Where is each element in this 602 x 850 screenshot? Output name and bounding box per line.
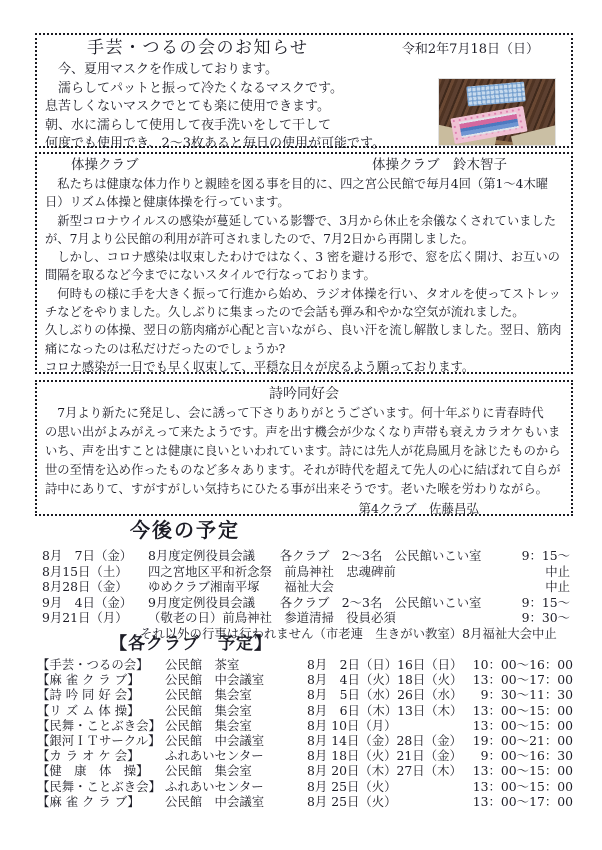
club-dates: 8月 5日（水）26日（水） xyxy=(307,687,463,703)
upcoming-schedule xyxy=(42,548,570,642)
club-dates: 8月 25日（火） xyxy=(307,793,397,809)
taiso-box xyxy=(35,152,573,374)
club-dates: 8月 14日（金）28日（金） xyxy=(307,733,462,749)
shigin-box xyxy=(35,380,573,516)
schedule-status: 9：15～ xyxy=(521,548,570,563)
club-time: 9：00～16：30 xyxy=(480,748,573,764)
club-name: 【カ ラ オ ケ 会】 xyxy=(37,748,140,764)
club-time: 13：00～15：00 xyxy=(472,763,573,779)
taiso-line: 何時もの様に手を大きく振って行進から始め、ラジオ体操を行い、タオルを使ってストレッ xyxy=(45,286,561,301)
notice-line: 今、夏用マスクを作成しております。 xyxy=(45,62,278,77)
notice-line: 朝、水に濡らして使用して夜手洗いをして干して xyxy=(45,117,332,133)
club-time: 10：00～16：00 xyxy=(472,657,573,672)
club-dates: 8月 20日（木）27日（木） xyxy=(307,763,462,779)
taiso-line: 日）リズム体操と健康体操を行っています。 xyxy=(45,195,290,210)
masks-photo xyxy=(439,79,555,145)
taiso-author: 体操クラブ 鈴木智子 xyxy=(372,157,507,173)
shigin-line: の思い出がよみがえって来たようです。声を出す機会が少なくなり声帯も衰えカラオケもいま xyxy=(45,425,561,439)
schedule-event: （敬老の日）前鳥神社 参道清掃 役員必須 xyxy=(148,610,396,626)
shigin-line: 詩中にありて、すがすがしい気持ちにひたる事が出来そうです。老いた喉を労わりながら。 xyxy=(45,482,548,496)
club-row xyxy=(37,657,573,672)
club-time: 13：00～17：00 xyxy=(472,793,573,809)
club-location: 公民館 中会議室 xyxy=(165,793,265,809)
pink-mask-stripes xyxy=(459,112,519,138)
taiso-heading: 体操クラブ xyxy=(71,157,139,173)
notice-line: 濡らしてパットと振って冷たくなるマスクです。 xyxy=(45,80,343,96)
schedule-status: 9：15～ xyxy=(521,594,570,610)
taiso-line: 間隔を取るなど今までにないスタイルで行なっております。 xyxy=(45,268,376,283)
club-row xyxy=(37,703,573,718)
club-location: 公民館 中会議室 xyxy=(165,672,265,688)
blue-checkered-mask xyxy=(466,82,526,107)
club-dates: 8月 18日（火）21日（金） xyxy=(307,748,462,764)
clubs-heading: 【各クラブ 予定】 xyxy=(110,634,272,654)
club-row xyxy=(37,687,573,702)
taiso-line: 痛になったのは私だけだったのでしょうか? xyxy=(45,341,286,356)
shigin-signature: 第4クラブ 佐藤昌弘 xyxy=(358,501,479,516)
club-row xyxy=(37,779,573,794)
upcoming-heading: 今後の予定 xyxy=(130,518,240,542)
taiso-line: 新型コロナウイルスの感染が蔓延している影響で、3月から休止を余儀なくされていました xyxy=(45,213,557,228)
notice-line: 息苦しくないマスクでとても楽に使用できます。 xyxy=(45,99,330,115)
taiso-line: 久しぶりの体操、翌日の筋肉痛が心配と言いながら、良い汗を流し解散しました。翌日、筋肉 xyxy=(45,323,562,338)
club-time: 13：00～15：00 xyxy=(472,717,573,733)
taiso-line: が、7月より公民館の利用が許可されましたので、7月2日から再開しました。 xyxy=(45,231,475,246)
schedule-row xyxy=(42,564,570,580)
club-name: 【銀河ＩＴサークル】 xyxy=(37,733,161,749)
shigin-line: いち、声を出すことは健康に良いといわれています。詩には先人が花鳥風月を詠じたものから xyxy=(45,444,561,458)
schedule-date: 8月 7日（金） xyxy=(42,548,133,563)
club-row xyxy=(37,763,573,778)
club-dates: 8月 25日（火） xyxy=(307,778,397,794)
club-location: ふれあいセンター xyxy=(165,778,264,794)
schedule-event: 8月度定例役員会議 各クラブ 2～3名 公民館いこい室 xyxy=(148,548,482,563)
club-name: 【民舞・ことぶき会】 xyxy=(37,717,161,733)
schedule-event: 四之宮地区平和祈念祭 前鳥神社 忠魂碑前 xyxy=(148,563,396,579)
notice-title: 手芸・つるの会のお知らせ xyxy=(87,38,309,58)
club-dates: 8月 6日（木）13日（木） xyxy=(307,702,463,718)
club-name: 【健 康 体 操】 xyxy=(37,763,149,779)
club-dates: 8月 10日（月） xyxy=(307,717,397,733)
schedule-date: 9月 4日（金） xyxy=(42,594,133,610)
club-name: 【詩 吟 同 好 会】 xyxy=(37,687,140,703)
shigin-line: 世の至情を込め作ったものなど多々あります。それが時代を超えて先人の心に結ばれて自らが xyxy=(45,463,561,477)
club-row xyxy=(37,794,573,809)
schedule-date: 8月15日（土） xyxy=(42,563,128,579)
club-time: 9：30～11：30 xyxy=(480,687,573,703)
taiso-line: しかし、コロナ感染は収束したわけではなく、3 密を避ける形で、窓を広く開け、お互いの xyxy=(45,250,560,265)
taiso-header xyxy=(45,156,563,175)
taiso-line: 私たちは健康な体力作りと親睦を図る事を目的に、四之宮公民館で毎月4回（第1～4木曜 xyxy=(45,177,549,191)
club-location: 公民館 茶室 xyxy=(165,657,240,672)
schedule-row xyxy=(42,610,570,626)
schedule-date: 9月21日（月） xyxy=(42,610,128,626)
club-location: 公民館 集会室 xyxy=(165,763,252,779)
club-time: 13：00～17：00 xyxy=(472,672,573,688)
club-dates: 8月 4日（火）18日（火） xyxy=(307,672,463,688)
club-time: 19：00～21：00 xyxy=(472,733,573,749)
club-time: 13：00～15：00 xyxy=(472,778,573,794)
club-name: 【リ ズ ム 体 操】 xyxy=(37,702,140,718)
notice-line: 何度でも使用でき、2～3枚あると毎日の使用が可能です。 xyxy=(45,136,385,152)
club-name: 【麻 雀 ク ラ ブ】 xyxy=(37,672,140,688)
notice-box xyxy=(35,33,573,152)
club-location: 公民館 集会室 xyxy=(165,717,252,733)
schedule-status: 中止 xyxy=(545,563,570,579)
taiso-body xyxy=(45,175,563,376)
clubs-table xyxy=(37,657,573,809)
taiso-line: コロナ感染が一日でも早く収束して、平穏な日々が戻るよう願っております。 xyxy=(45,359,475,374)
notice-header xyxy=(45,37,563,61)
schedule-event: 9月度定例役員会議 各クラブ 2～3名 公民館いこい室 xyxy=(148,594,482,610)
club-location: 公民館 集会室 xyxy=(165,687,252,703)
taiso-line: チなどをやりました。久しぶりに集まったので会話も弾み和やかな空気が流れました。 xyxy=(45,305,525,320)
schedule-row xyxy=(42,579,570,595)
club-row xyxy=(37,718,573,733)
schedule-row xyxy=(42,548,570,564)
schedule-status: 9：30～ xyxy=(521,610,570,626)
club-row xyxy=(37,733,573,748)
club-row xyxy=(37,672,573,687)
notice-date: 令和2年7月18日（日） xyxy=(401,42,539,57)
shigin-title: 詩吟同好会 xyxy=(269,386,339,402)
shigin-body xyxy=(45,404,563,499)
club-location: 公民館 集会室 xyxy=(165,702,252,718)
schedule-date: 8月28日（金） xyxy=(42,579,128,595)
schedule-row xyxy=(42,595,570,611)
club-row xyxy=(37,748,573,763)
club-dates: 8月 2日（日）16日（日） xyxy=(307,657,463,672)
shigin-line: 7月より新たに発足し、会に誘って下さりありがとうございます。何十年ぶりに青春時代 xyxy=(45,406,544,420)
club-location: ふれあいセンター xyxy=(165,748,264,764)
club-location: 公民館 中会議室 xyxy=(165,733,265,749)
club-name: 【麻 雀 ク ラ ブ】 xyxy=(37,793,140,809)
schedule-event: ゆめクラブ湘南平塚 福祉大会 xyxy=(148,579,334,595)
schedule-status: 中止 xyxy=(545,579,570,595)
club-time: 13：00～15：00 xyxy=(472,702,573,718)
club-name: 【手芸・つるの会】 xyxy=(37,657,149,672)
schedule-note: それ以外の行事は行われません（市老連 生きがい教室）8月福祉大会中止 xyxy=(140,625,557,641)
club-name: 【民舞・ことぶき会】 xyxy=(37,778,161,794)
